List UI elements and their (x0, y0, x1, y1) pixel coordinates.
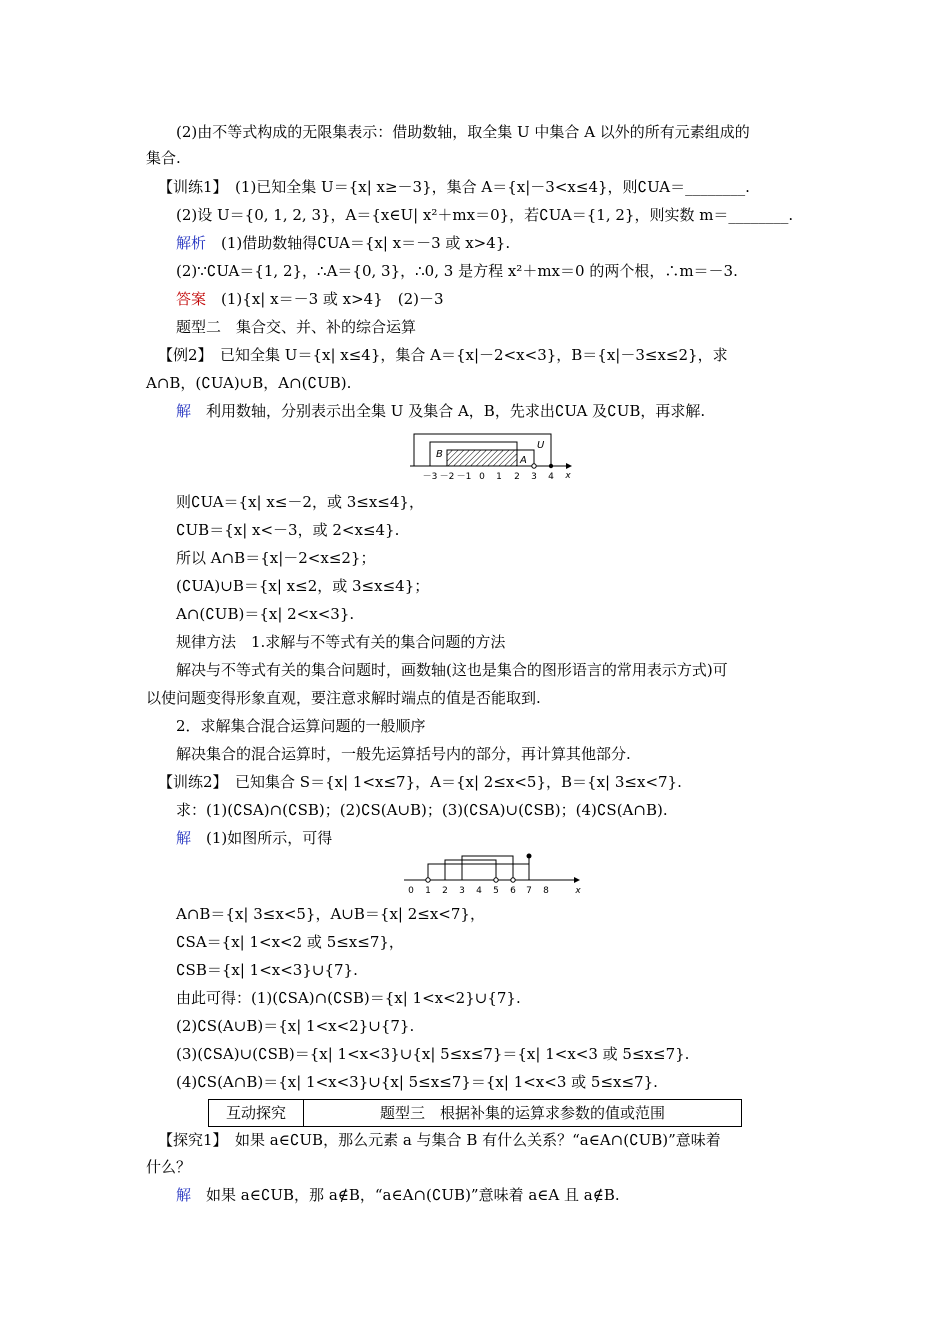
tick-label: －2 (439, 472, 455, 482)
banner-right-cell: 题型三 根据补集的运算求参数的值或范围 (379, 1104, 665, 1122)
axis-arrow (566, 463, 572, 469)
text-line: A∩B＝{x| 3≤x<5}，A∪B＝{x| 2≤x<7}， (176, 905, 485, 923)
jie-label: 解 (176, 402, 192, 420)
text-line: (2)由不等式构成的无限集表示：借助数轴，取全集 U 中集合 A 以外的所有元素组成的 (176, 123, 750, 141)
text-line: 则∁UA＝{x| x≤－2，或 3≤x≤4}， (176, 493, 424, 511)
text-line: (4)∁S(A∩B)＝{x| 1<x<3}∪{x| 5≤x≤7}＝{x| 1<x<3 或 5≤x≤7}. (176, 1073, 658, 1091)
tick-label: －3 (422, 472, 438, 482)
set-label-u: U (537, 440, 545, 451)
tick-label: 4 (476, 886, 482, 896)
text-line: (2)∵∁UA＝{1, 2}，∴A＝{0, 3}，∴0, 3 是方程 x²＋mx＝0 的两个根，∴m＝－3. (176, 262, 738, 280)
jie-label: 解 (176, 829, 192, 847)
section-banner (208, 1099, 742, 1127)
solution-line: 解 如果 a∈∁UB，那 a∉B，“a∈A∩(∁UB)”意味着 a∈A 且 a∉B. (176, 1186, 620, 1204)
tick-label: 3 (531, 472, 537, 482)
section-heading: 题型二 集合交、并、补的综合运算 (176, 318, 417, 336)
text-line: 什么？ (146, 1158, 192, 1176)
closed-point (549, 464, 553, 468)
tick-label: 7 (526, 886, 532, 896)
text-line: 解决集合的混合运算时，一般先运算括号内的部分，再计算其他部分. (176, 745, 631, 763)
axis-label: x (565, 471, 571, 481)
tick-label: 0 (479, 472, 485, 482)
tick-label: 2 (514, 472, 520, 482)
set-a-rect (445, 860, 496, 880)
open-point (511, 878, 515, 882)
open-point (426, 878, 430, 882)
jiexi-label: 解析 (176, 234, 207, 252)
text-line: (2)∁S(A∪B)＝{x| 1<x<2}∪{7}. (176, 1017, 415, 1035)
set-label-a: A (520, 455, 527, 466)
text-line: ∁UB＝{x| x<－3，或 2<x≤4}. (176, 521, 400, 539)
number-line-figure-1 (408, 432, 578, 484)
text-line: 以使问题变得形象直观，要注意求解时端点的值是否能取到. (146, 689, 541, 707)
tick-label: －1 (456, 472, 472, 482)
text-line: 求：(1)(∁SA)∩(∁SB)；(2)∁S(A∪B)；(3)(∁SA)∪(∁SB)；(4)∁S(A∩B). (176, 801, 668, 819)
text-line: ∁SA＝{x| 1<x<2 或 5≤x≤7}， (176, 933, 404, 951)
number-line-figure-2 (400, 852, 590, 898)
text-line: (∁UA)∪B＝{x| x≤2，或 3≤x≤4}； (176, 577, 430, 595)
tick-label: 8 (543, 886, 549, 896)
text-line: 【训练1】 (1)已知全集 U＝{x| x≥－3}，集合 A＝{x|－3<x≤4}，则∁UA＝________. (158, 178, 750, 196)
jie-label: 解 (176, 1186, 192, 1204)
text-line: 【例2】 已知全集 U＝{x| x≤4}，集合 A＝{x|－2<x<3}，B＝{x|－3≤x≤2}，求 (158, 346, 728, 364)
open-point (494, 878, 498, 882)
text-line: (3)(∁SA)∪(∁SB)＝{x| 1<x<3}∪{x| 5≤x≤7}＝{x| 1<x<3 或 5≤x≤7}. (176, 1045, 690, 1063)
text-line: 解决与不等式有关的集合问题时，画数轴(这也是集合的图形语言的常用表示方式)可 (176, 661, 728, 679)
tick-label: 6 (510, 886, 516, 896)
text-line: 2．求解集合混合运算问题的一般顺序 (176, 717, 426, 735)
tick-label: 1 (496, 472, 502, 482)
daan-label: 答案 (176, 290, 207, 308)
text-line: A∩B，(∁UA)∪B，A∩(∁UB). (146, 374, 352, 392)
tick-label: 3 (459, 886, 465, 896)
text-line: A∩(∁UB)＝{x| 2<x<3}. (176, 605, 355, 623)
tick-label: 4 (548, 472, 554, 482)
tick-label: 2 (442, 886, 448, 896)
intersection-hatch (447, 450, 517, 466)
solution-line: 解析 (1)借助数轴得∁UA＝{x| x＝－3 或 x>4}. (176, 234, 511, 252)
text-line: (2)设 U＝{0, 1, 2, 3}，A＝{x∈U| x²＋mx＝0}，若∁UA＝{1, 2}，则实数 m＝________. (176, 206, 794, 224)
solution-line: 解 (1)如图所示，可得 (176, 829, 333, 847)
banner-left-cell: 互动探究 (209, 1100, 304, 1126)
axis-label: x (575, 886, 581, 896)
tick-label: 5 (493, 886, 499, 896)
axis-arrow (574, 877, 580, 883)
tick-label: 0 (408, 886, 414, 896)
text-line: 所以 A∩B＝{x|－2<x≤2}； (176, 549, 376, 567)
tick-label: 1 (425, 886, 431, 896)
set-label-b: B (436, 449, 443, 460)
method-heading: 规律方法 1.求解与不等式有关的集合问题的方法 (176, 633, 506, 651)
solution-line: 解 利用数轴，分别表示出全集 U 及集合 A，B，先求出∁UA 及∁UB，再求解. (176, 402, 706, 420)
answer-line: 答案 (1){x| x＝－3 或 x>4} (2)－3 (176, 290, 444, 308)
text-line: ∁SB＝{x| 1<x<3}∪{7}. (176, 961, 358, 979)
text-line: 集合. (146, 149, 181, 167)
text-line: 【训练2】 已知集合 S＝{x| 1<x≤7}，A＝{x| 2≤x<5}，B＝{x| 3≤x<7}. (158, 773, 682, 791)
text-line: 由此可得：(1)(∁SA)∩(∁SB)＝{x| 1<x<2}∪{7}. (176, 989, 521, 1007)
text-line: 【探究1】 如果 a∈∁UB，那么元素 a 与集合 B 有什么关系？“a∈A∩(∁UB)”意味着 (158, 1131, 721, 1149)
open-point (532, 464, 536, 468)
